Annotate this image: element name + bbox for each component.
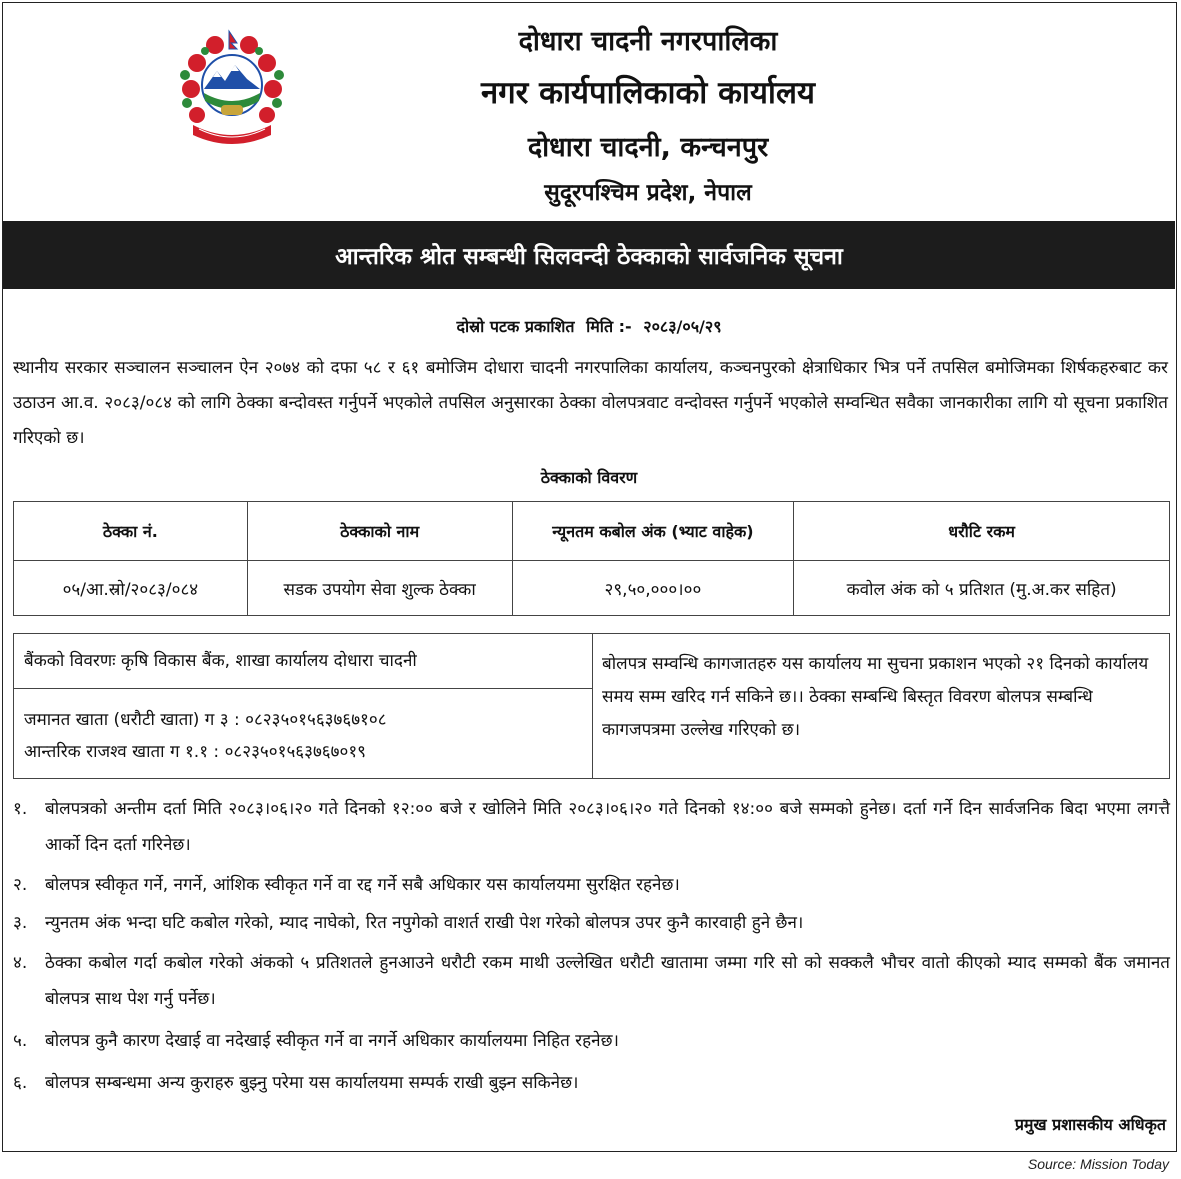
cell-min-bid: २९,५०,०००।०० bbox=[512, 561, 794, 616]
office-name: नगर कार्यपालिकाको कार्यालय bbox=[481, 75, 815, 111]
table-header-row bbox=[14, 502, 1170, 561]
notice-frame bbox=[2, 2, 1177, 1152]
list-item bbox=[13, 905, 1170, 941]
col-header-contract-no: ठेक्का नं. bbox=[14, 502, 248, 561]
deposit-account: जमानत खाता (धरौटी खाता) ग ३ : ०८२३५०१५६३७६७१०८ bbox=[24, 710, 387, 730]
publication-label: दोस्रो पटक प्रकाशित bbox=[456, 317, 575, 336]
rule-text: बोलपत्र स्वीकृत गर्ने, नगर्ने, आंशिक स्वीकृत गर्ने वा रद्द गर्ने सबै अधिकार यस कार्यालयमा सुरक्षित रहनेछ। bbox=[45, 875, 680, 895]
rule-number: २. bbox=[13, 875, 28, 895]
rule-text: बोलपत्र सम्बन्धमा अन्य कुराहरु बुझ्नु परेमा यस कार्यालयमा सम्पर्क राखी बुझ्न सकिनेछ। bbox=[45, 1073, 579, 1093]
list-item bbox=[13, 791, 1170, 863]
bid-docs-note: बोलपत्र सम्वन्धि कागजातहरु यस कार्यालय मा सुचना प्रकाशन भएको २१ दिनको कार्यालय समय सम्म खरिद गर्न सकिने छ।। ठेक्का सम्बन्धि बिस्तृत विवरण बोलपत्र सम्बन्धि कागजपत्रमा उल्लेख गरिएको छ। bbox=[602, 654, 1149, 740]
cell-contract-no: ०५/आ.स्रो/२०८३/०८४ bbox=[14, 561, 248, 616]
rule-text: बोलपत्र कुनै कारण देखाई वा नदेखाई स्वीकृत गर्ने वा नगर्ने अधिकार कार्यालयमा निहित रहनेछ। bbox=[45, 1031, 619, 1051]
rule-number: ५. bbox=[13, 1031, 28, 1051]
list-item bbox=[13, 1023, 1170, 1059]
intro-paragraph: स्थानीय सरकार सञ्चालन सञ्चालन ऐन २०७४ को दफा ५८ र ६१ बमोजिम दोधारा चादनी नगरपालिका कार्यालय, कञ्चनपुरको क्षेत्राधिकार भित्र पर्ने तपसिल बमोजिमका शिर्षकहरुबाट कर उठाउन आ.व. २०८३/०८४ को लागि ठेक्का बन्दोवस्त गर्नुपर्ने भएकोले तपसिल अनुसारका ठेक्का वोलपत्रवाट वन्दोवस्त गर्नुपर्ने भएकोले सम्वन्धित सवैका जानकारीका लागि यो सूचना प्रकाशित गरिएको छ। bbox=[13, 358, 1168, 448]
list-item bbox=[13, 945, 1170, 1017]
account-list bbox=[24, 704, 387, 768]
table-row bbox=[14, 561, 1170, 616]
col-header-contract-name: ठेक्काको नाम bbox=[247, 502, 512, 561]
col-header-deposit: धरौटि रकम bbox=[794, 502, 1170, 561]
contract-table bbox=[13, 501, 1170, 616]
list-item bbox=[13, 1065, 1170, 1101]
col-header-min-bid: न्यूनतम कबोल अंक (भ्याट वाहेक) bbox=[512, 502, 794, 561]
bank-details: बैंकको विवरणः कृषि विकास बैंक, शाखा कार्यालय दोधारा चादनी bbox=[14, 634, 592, 689]
rule-text: बोलपत्रको अन्तीम दर्ता मिति २०८३।०६।२० गते दिनको १२:०० बजे र खोलिने मिति २०८३।०६।२० गते दिनको १४:०० बजे सम्मको हुनेछ। दर्ता गर्ने दिन सार्वजनिक बिदा भएमा लगत्तै आर्को दिन दर्ता गरिनेछ। bbox=[45, 799, 1170, 855]
source-credit: Source: Mission Today bbox=[1027, 1156, 1169, 1172]
municipality-name: दोधारा चादनी नगरपालिका bbox=[518, 26, 778, 57]
publication-line bbox=[3, 315, 1175, 337]
rule-text: ठेक्का कबोल गर्दा कबोल गरेको अंकको ५ प्रतिशतले हुनआउने धरौटी रकम माथी उल्लेखित धरौटी खातामा जम्मा गरि सो को सक्कलै भौचर वातो कीएको म्याद सम्मको बैंक जमानत बोलपत्र साथ पेश गर्नु पर्नेछ। bbox=[45, 953, 1170, 1009]
bank-info-box bbox=[13, 633, 1170, 779]
rule-number: १. bbox=[13, 799, 28, 819]
contract-section-title: ठेक्काको विवरण bbox=[540, 468, 638, 487]
rule-number: ४. bbox=[13, 953, 28, 973]
publication-date: २०८३/०५/२९ bbox=[643, 317, 722, 336]
office-address: दोधारा चादनी, कन्चनपुर bbox=[527, 132, 769, 163]
notice-title: आन्तरिक श्रोत सम्बन्धी सिलवन्दी ठेक्काको सार्वजनिक सूचना bbox=[3, 221, 1175, 289]
cell-deposit: कवोल अंक को ५ प्रतिशत (मु.अ.कर सहित) bbox=[794, 561, 1170, 616]
date-label: मिति :- bbox=[586, 317, 632, 336]
rule-number: ६. bbox=[13, 1073, 28, 1093]
rule-number: ३. bbox=[13, 913, 28, 933]
province-country: सुदूरपश्चिम प्रदेश, नेपाल bbox=[544, 180, 752, 206]
nepal-emblem-icon bbox=[171, 27, 293, 149]
bank-accounts bbox=[14, 634, 593, 778]
cell-contract-name: सडक उपयोग सेवा शुल्क ठेक्का bbox=[247, 561, 512, 616]
revenue-account: आन्तरिक राजश्व खाता ग १.१ : ०८२३५०१५६३७६७०१९ bbox=[24, 742, 367, 762]
signatory-title: प्रमुख प्रशासकीय अधिकृत bbox=[1014, 1115, 1166, 1134]
rule-text: न्युनतम अंक भन्दा घटि कबोल गरेको, म्याद नाघेको, रित नपुगेको वाशर्त राखी पेश गरेको बोलपत्र उपर कुनै कारवाही हुने छैन। bbox=[45, 913, 804, 933]
list-item bbox=[13, 867, 1170, 903]
